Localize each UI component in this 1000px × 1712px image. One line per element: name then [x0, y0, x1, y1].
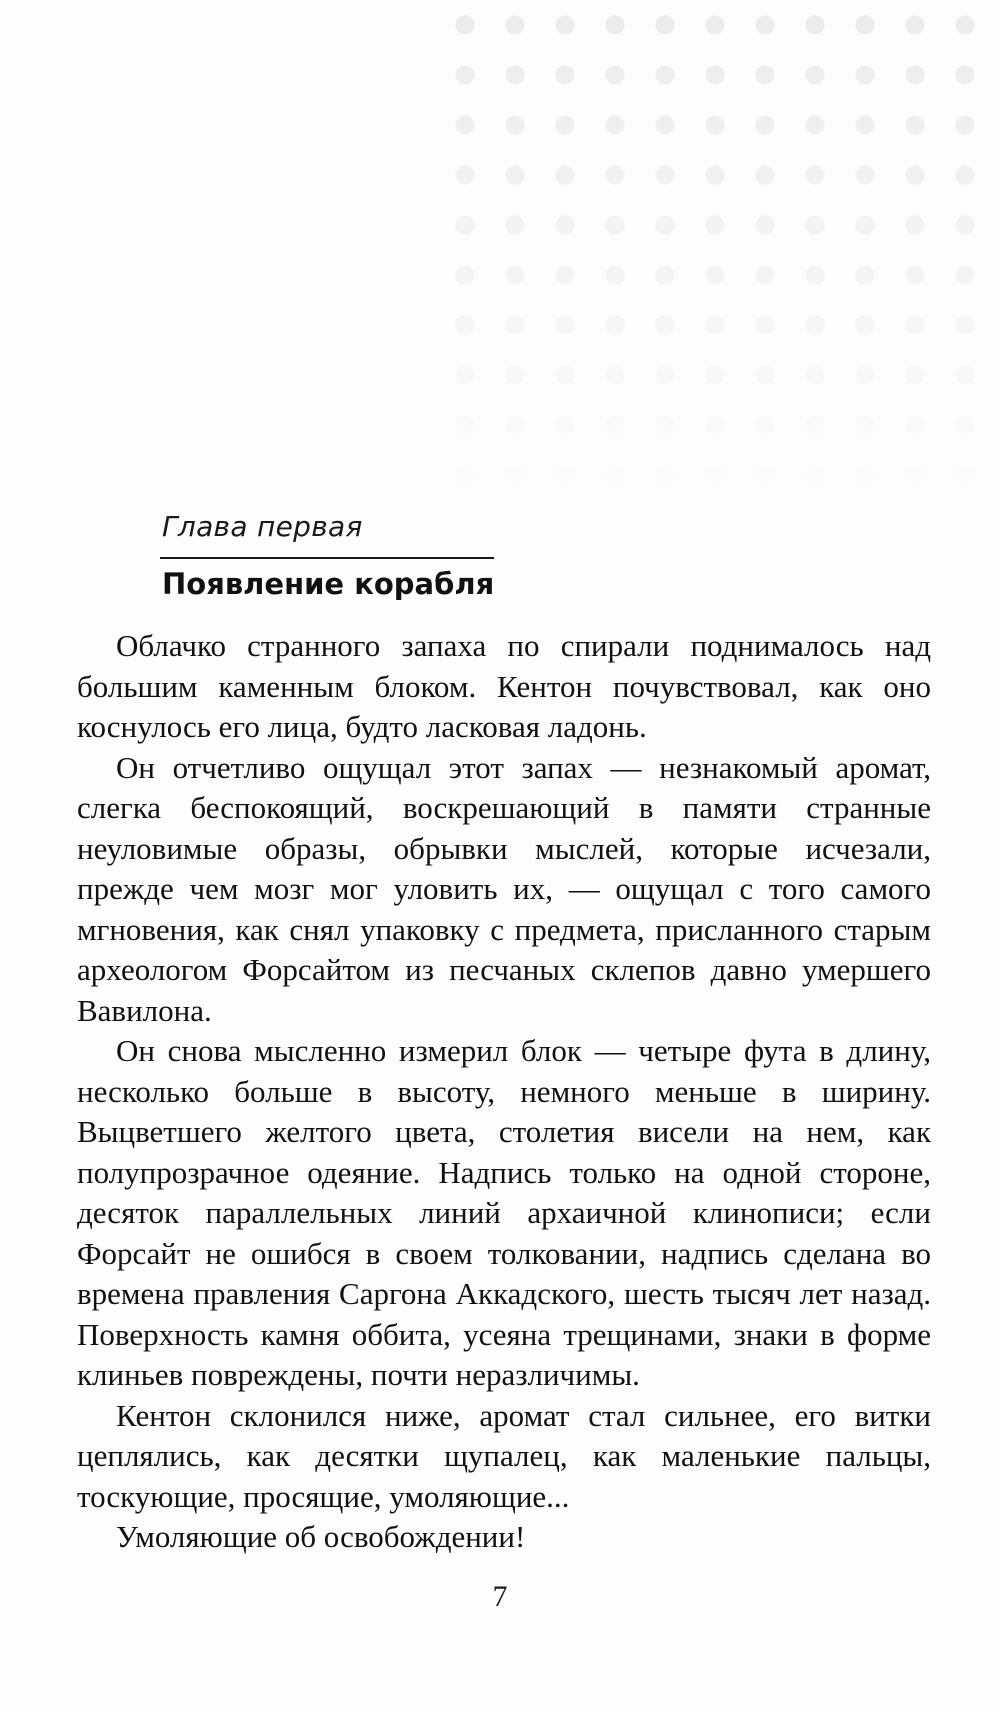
chapter-divider — [160, 557, 494, 559]
paragraph: Облачко странного запаха по спирали поднималось над большим каменным блоком. Кентон почувствовал, как оно коснулось его лица, будто ласковая ладонь. — [77, 628, 931, 744]
chapter-title: Появление корабля — [162, 567, 495, 601]
page-number: 7 — [492, 1580, 508, 1613]
body-text — [77, 626, 931, 1558]
paragraph: Умоляющие об освобождении! — [116, 1519, 526, 1554]
halftone-background — [440, 0, 1000, 520]
chapter-label: Глава первая — [162, 510, 363, 543]
paragraph: Он отчетливо ощущал этот запах — незнакомый аромат, слегка беспокоящий, воскрешающий в памяти странные неуловимые образы, обрывки мыслей, которые исчезали, прежде чем мозг мог уловить их, — ощущал с того самого мгновения, как снял упаковку с предмета, присланного старым археологом Форсайтом из песчаных склепов давно умершего Вавилона. — [77, 749, 931, 1028]
paragraph: Кентон склонился ниже, аромат стал сильнее, его витки цеплялись, как десятки щупалец, как маленькие пальцы, тоскующие, просящие, умоляющие... — [77, 1397, 931, 1514]
paragraph: Он снова мысленно измерил блок — четыре фута в длину, несколько больше в высоту, немного меньше в ширину. Выцветшего желтого цвета, столетия висели на нем, как полупрозрачное одеяние. Надпись только на одной стороне, десяток параллельных линий архаичной клинописи; если Форсайт не ошибся в своем толковании, надпись сделана во времена правления Саргона Аккадского, шесть тысяч лет назад. Поверхность камня оббита, усеяна трещинами, знаки в форме клиньев повреждены, почти неразличимы. — [77, 1033, 931, 1392]
